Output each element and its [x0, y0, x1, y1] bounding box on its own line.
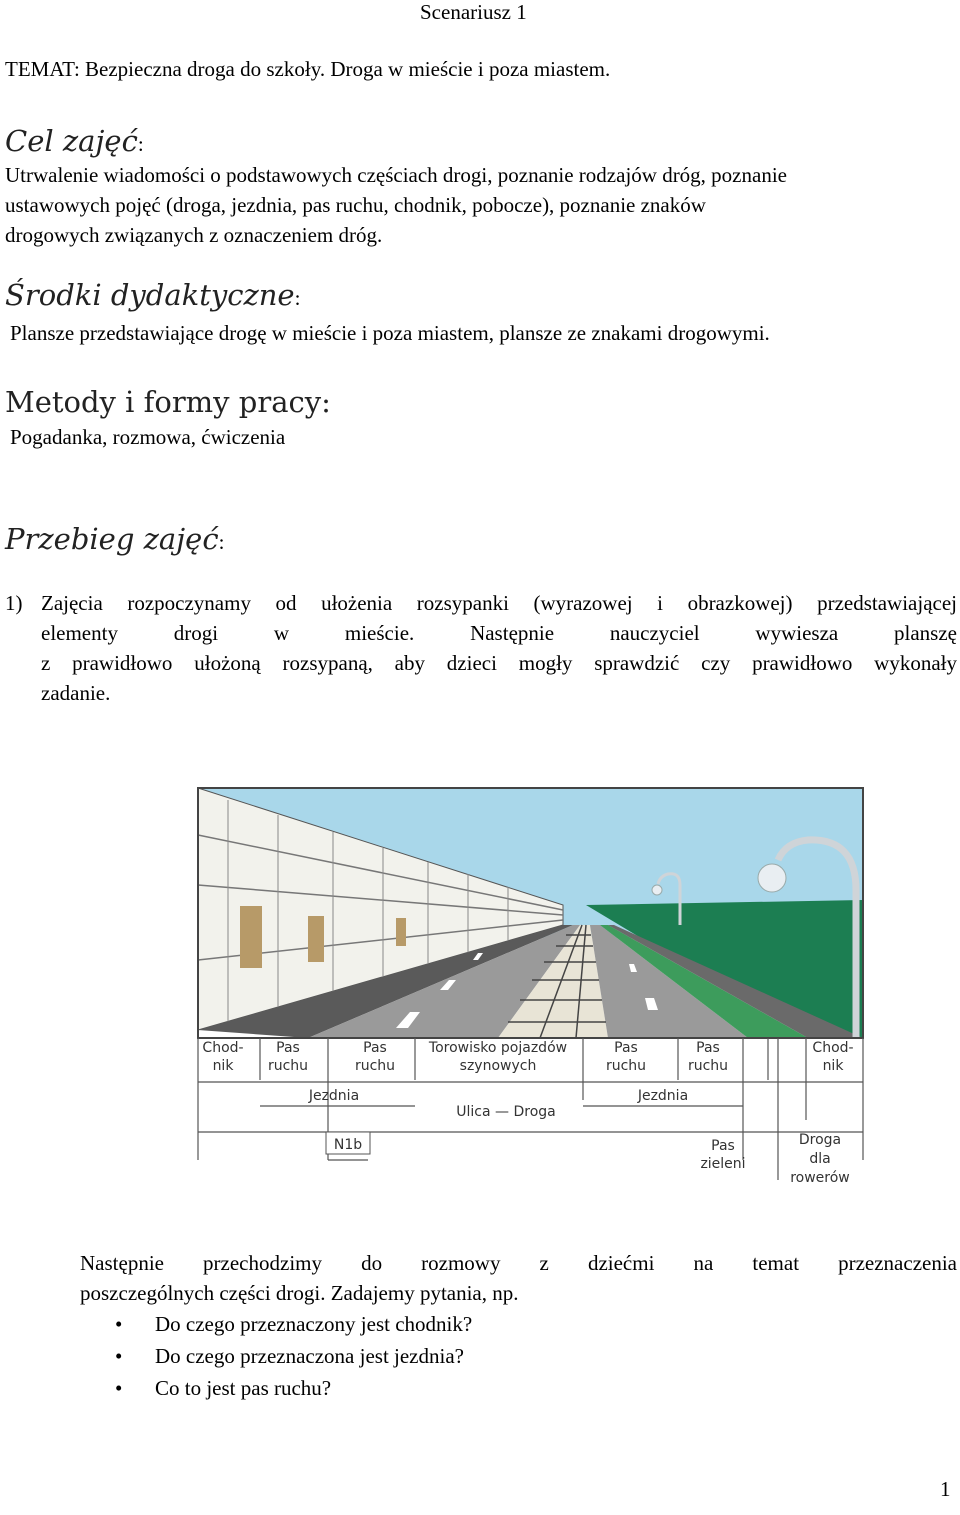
label-ulica-droga: Ulica — Droga	[456, 1104, 556, 1120]
window	[308, 916, 324, 962]
procedure-heading-text: Przebieg zajęć	[5, 522, 219, 556]
resources-text: Plansze przedstawiające drogę w mieście i poza miastem, plansze ze znakami drogowymi.	[10, 321, 770, 345]
goal-heading-colon: :	[137, 132, 144, 156]
question-text: Co to jest pas ruchu?	[155, 1376, 332, 1400]
window	[396, 918, 406, 946]
question-text: Do czego przeznaczona jest jezdnia?	[155, 1344, 464, 1368]
goal-line-1: Utrwalenie wiadomości o podstawowych częściach drogi, poznanie rodzajów dróg, poznanie	[5, 163, 787, 187]
question-text: Do czego przeznaczony jest chodnik?	[155, 1312, 473, 1336]
bullet-icon: •	[115, 1376, 123, 1400]
label-droga-rowerow-3: rowerów	[790, 1170, 850, 1186]
after-line-1: Następnie przechodzimy do rozmowy z dziećmi na temat przeznaczenia	[80, 1251, 957, 1275]
label-chodnik-left-1: Chod-	[202, 1040, 244, 1056]
step-number: 1)	[5, 591, 23, 615]
label-chodnik-right-1: Chod-	[812, 1040, 854, 1056]
label-torowisko-1: Torowisko pojazdów	[428, 1040, 568, 1056]
label-jezdnia-left: Jezdnia	[308, 1088, 360, 1104]
label-n1b: N1b	[333, 1137, 363, 1153]
window	[240, 906, 262, 968]
bullet-icon: •	[115, 1312, 123, 1336]
step-line-2: elementy drogi w mieście. Następnie nauczyciel wywiesza planszę	[41, 621, 957, 645]
bullet-icon: •	[115, 1344, 123, 1368]
label-droga-rowerow-2: dla	[809, 1151, 831, 1167]
topic-line: TEMAT: Bezpieczna droga do szkoły. Droga w mieście i poza miastem.	[5, 57, 611, 81]
label-jezdnia-right: Jezdnia	[637, 1088, 689, 1104]
label-chodnik-right-2: nik	[822, 1058, 844, 1074]
resources-heading-text: Środki dydaktyczne	[5, 278, 295, 312]
label-chodnik-left-2: nik	[212, 1058, 234, 1074]
label-pas-ruchu-3a: Pas	[614, 1040, 638, 1056]
label-pas-zieleni-1: Pas	[711, 1138, 735, 1154]
road-diagram	[168, 760, 900, 1200]
after-line-2: poszczególnych części drogi. Zadajemy pytania, np.	[80, 1281, 519, 1305]
label-pas-zieleni-2: zieleni	[700, 1156, 746, 1172]
goal-line-3: drogowych związanych z oznaczeniem dróg.	[5, 223, 383, 247]
lamp-globe	[758, 864, 786, 892]
goal-heading-text: Cel zajęć	[5, 124, 138, 158]
label-pas-ruchu-3b: ruchu	[605, 1058, 647, 1074]
procedure-heading-colon: :	[218, 530, 225, 554]
step-line-3: z prawidłowo ułożoną rozsypaną, aby dzieci mogły sprawdzić czy prawidłowo wykonały	[41, 651, 957, 675]
goal-line-2: ustawowych pojęć (droga, jezdnia, pas ruchu, chodnik, pobocze), poznanie znaków	[5, 193, 706, 217]
goal-heading	[5, 124, 144, 158]
document-title: Scenariusz 1	[420, 0, 527, 24]
methods-heading: Metody i formy pracy:	[5, 385, 331, 419]
label-pas-ruchu-2a: Pas	[363, 1040, 387, 1056]
resources-heading	[5, 278, 300, 312]
label-pas-ruchu-1b: ruchu	[267, 1058, 309, 1074]
page-number: 1	[940, 1477, 951, 1501]
methods-text: Pogadanka, rozmowa, ćwiczenia	[10, 425, 286, 449]
step-line-1: Zajęcia rozpoczynamy od ułożenia rozsypanki (wyrazowej i obrazkowej) przedstawiającej	[41, 591, 957, 615]
resources-heading-colon: :	[294, 286, 301, 310]
procedure-heading	[5, 522, 224, 556]
label-torowisko-2: szynowych	[459, 1058, 537, 1074]
label-pas-ruchu-4a: Pas	[696, 1040, 720, 1056]
step-line-4: zadanie.	[41, 681, 111, 705]
label-pas-ruchu-4b: ruchu	[687, 1058, 729, 1074]
label-droga-rowerow-1: Droga	[798, 1132, 842, 1148]
label-pas-ruchu-1a: Pas	[276, 1040, 300, 1056]
label-pas-ruchu-2b: ruchu	[354, 1058, 396, 1074]
